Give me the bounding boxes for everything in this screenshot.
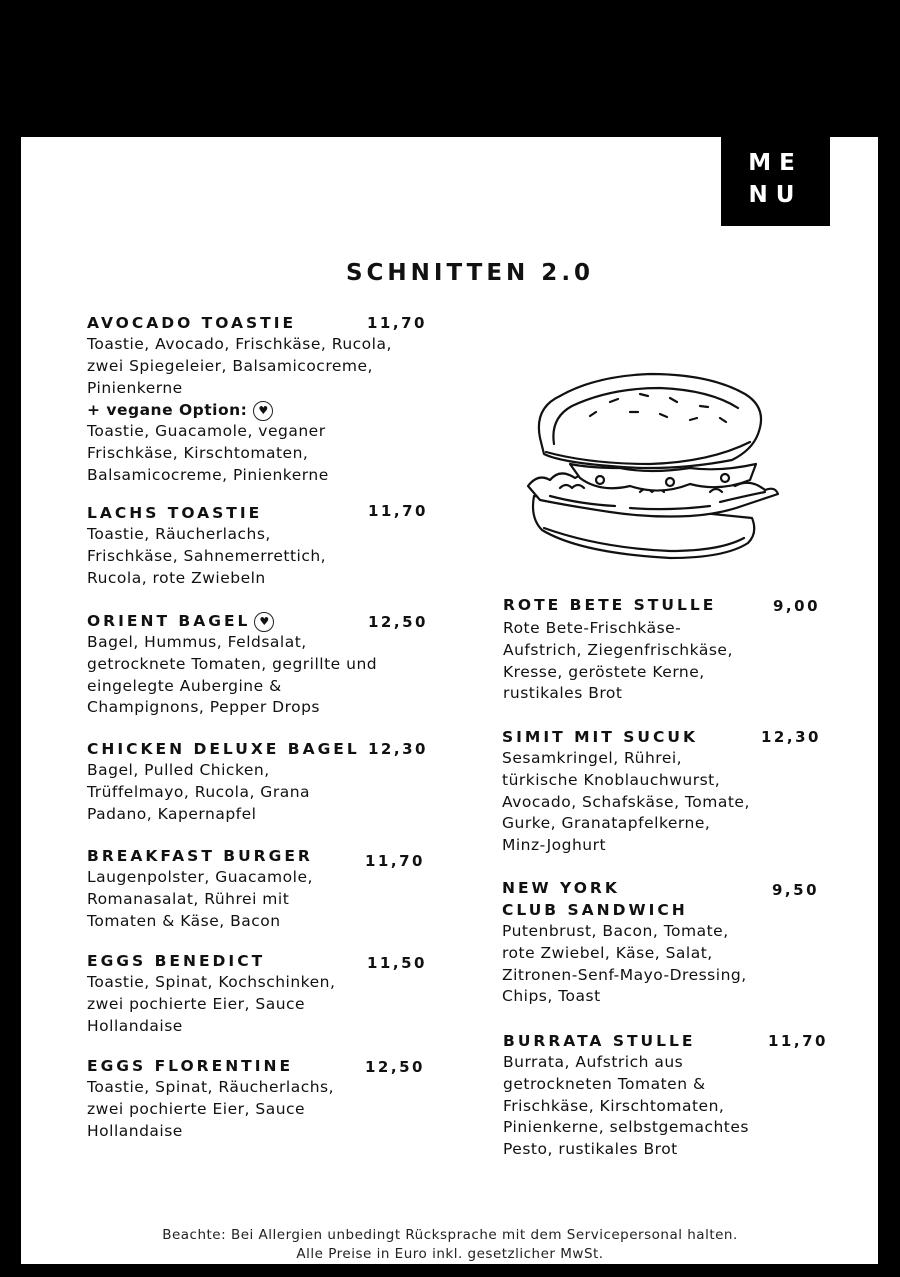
item-name: EGGS FLORENTINE: [87, 1057, 294, 1075]
item-name: LACHS TOASTIE: [87, 504, 263, 522]
item-price: 9,50: [772, 881, 820, 899]
item-name: ORIENT BAGEL♥: [87, 610, 427, 632]
vegan-option-description: Toastie, Guacamole, veganer Frischkäse, Kirschtomaten, Balsamicocreme, Pinienkerne: [87, 422, 329, 484]
item-price: 12,50: [368, 613, 428, 631]
menu-item-orient-bagel: [87, 610, 427, 719]
vegan-badge-icon: [254, 612, 274, 632]
item-name-line-1: NEW YORK: [502, 879, 620, 897]
badge-line-2: NU: [748, 182, 803, 208]
menu-item-rote-bete-stulle: [503, 594, 823, 705]
vegan-badge-icon: [253, 401, 273, 421]
allergy-note: Beachte: Bei Allergien unbedingt Rücksprache mit dem Servicepersonal halten.: [162, 1227, 738, 1243]
footer-note: [0, 1226, 900, 1264]
item-description: Toastie, Avocado, Frischkäse, Rucola, zwei Spiegeleier, Balsamicocreme, Pinienkerne: [87, 335, 392, 397]
item-description: Bagel, Hummus, Feldsalat, getrocknete Tomaten, gegrillte und eingelegte Aubergine & Champignons, Pepper Drops: [87, 633, 378, 717]
price-note: Alle Preise in Euro inkl. gesetzlicher MwSt.: [296, 1246, 604, 1262]
item-description: Putenbrust, Bacon, Tomate, rote Zwiebel, Käse, Salat, Zitronen-Senf-Mayo-Dressing, Chips, Toast: [502, 922, 747, 1006]
menu-item-avocado-toastie: [87, 312, 427, 487]
menu-item-new-york-club-sandwich: [502, 877, 822, 1008]
item-price: 12,50: [365, 1058, 425, 1076]
menu-item-lachs-toastie: [87, 502, 427, 589]
item-description: Toastie, Spinat, Räucherlachs, zwei pochierte Eier, Sauce Hollandaise: [87, 1078, 335, 1140]
item-price: 11,70: [365, 852, 425, 870]
menu-item-burrata-stulle: [503, 1030, 833, 1161]
item-description: Burrata, Aufstrich aus getrockneten Tomaten & Frischkäse, Kirschtomaten, Pinienkerne, selbstgemachtes Pesto, rustikales Brot: [503, 1053, 749, 1159]
item-price: 11,70: [367, 314, 427, 332]
menu-item-chicken-deluxe-bagel: [87, 738, 427, 825]
item-name: EGGS BENEDICT: [87, 952, 266, 970]
menu-item-breakfast-burger: [87, 845, 427, 932]
vegan-option-label: + vegane Option:♥: [87, 399, 427, 421]
section-title: SCHNITTEN 2.0: [345, 260, 595, 286]
menu-item-eggs-benedict: [87, 950, 427, 1037]
item-description: Bagel, Pulled Chicken, Trüffelmayo, Rucola, Grana Padano, Kapernapfel: [87, 761, 311, 823]
item-price: 12,30: [368, 740, 428, 758]
item-price: 11,70: [768, 1032, 828, 1050]
item-description: Rote Bete-Frischkäse- Aufstrich, Ziegenfrischkäse, Kresse, geröstete Kerne, rustikales Brot: [503, 619, 733, 703]
item-price: 11,70: [368, 502, 428, 520]
item-price: 9,00: [773, 597, 821, 615]
item-name: AVOCADO TOASTIE: [87, 314, 297, 332]
item-name-line-2: CLUB SANDWICH: [502, 901, 688, 919]
item-description: Toastie, Räucherlachs, Frischkäse, Sahnemerrettich, Rucola, rote Zwiebeln: [87, 525, 327, 587]
item-price: 12,30: [761, 728, 821, 746]
item-price: 11,50: [367, 954, 427, 972]
item-name: ROTE BETE STULLE: [503, 596, 717, 614]
menu-item-eggs-florentine: [87, 1055, 427, 1142]
item-description: Toastie, Spinat, Kochschinken, zwei pochierte Eier, Sauce Hollandaise: [87, 973, 336, 1035]
sandwich-illustration: [520, 368, 790, 568]
item-description: Sesamkringel, Rührei, türkische Knoblauchwurst, Avocado, Schafskäse, Tomate, Gurke, Granatapfelkerne, Minz-Joghurt: [502, 749, 750, 855]
item-name: BREAKFAST BURGER: [87, 847, 313, 865]
item-name: SIMIT MIT SUCUK: [502, 728, 698, 746]
menu-badge: [721, 137, 830, 226]
item-name: BURRATA STULLE: [503, 1032, 696, 1050]
badge-line-1: ME: [748, 150, 803, 176]
item-description: Laugenpolster, Guacamole, Romanasalat, Rührei mit Tomaten & Käse, Bacon: [87, 868, 313, 930]
menu-item-simit-mit-sucuk: [502, 726, 822, 857]
item-name: CHICKEN DELUXE BAGEL: [87, 740, 360, 758]
